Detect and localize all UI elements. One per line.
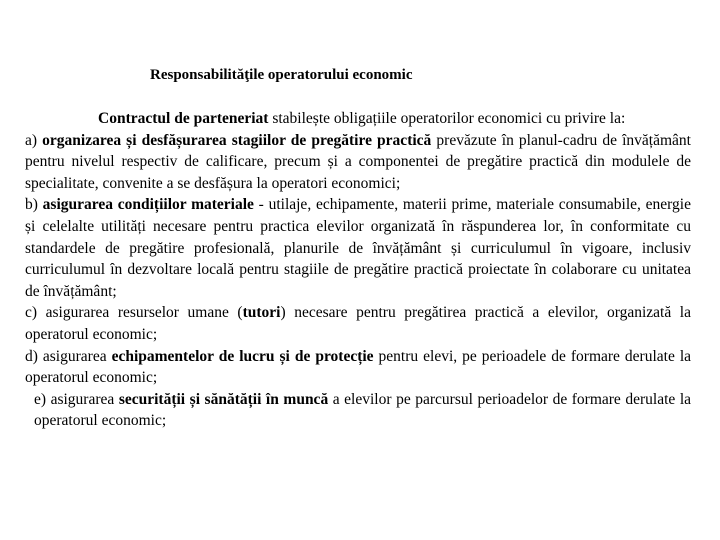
intro-subject: Contractul de parteneriat bbox=[98, 110, 269, 127]
list-item-a bbox=[25, 130, 691, 195]
item-a-text: prevăzute în planul-cadru de învățământ pentru nivelul respectiv de calificare, precum și a componentei de pregătire practică din modulele de specialitate, convenite a se desfășura la operatori economici; bbox=[25, 131, 691, 192]
item-b-emphasis: asigurarea condițiilor materiale bbox=[42, 196, 254, 214]
list-item-e bbox=[25, 389, 691, 432]
item-e-prefix: e) asigurarea bbox=[34, 390, 119, 408]
item-a-emphasis: organizarea și desfășurarea stagiilor de pregătire practică bbox=[42, 131, 432, 149]
item-b-prefix: b) bbox=[25, 196, 43, 214]
item-a-prefix: a) bbox=[25, 131, 43, 149]
item-c-prefix: c) asigurarea resurselor umane ( bbox=[25, 304, 243, 322]
item-d-prefix: d) asigurarea bbox=[25, 347, 112, 365]
item-c-emphasis: tutori bbox=[242, 304, 281, 322]
item-d-emphasis: echipamentelor de lucru și de protecție bbox=[111, 347, 374, 365]
item-e-emphasis: securității și sănătății în muncă bbox=[118, 390, 329, 408]
item-b-text: - utilaje, echipamente, materii prime, materiale consumabile, energie și celelalte utilități necesare pentru practica elevilor organizată în răspunderea lor, în conformitate cu standardele de pregătire profesională, planurile de învățământ și curriculumul în vigoare, inclusiv curriculumul în dezvoltare locală pentru stagiile de pregătire practică proiectate în colaborare cu unitatea de învățământ; bbox=[25, 196, 691, 300]
item-d-text: pentru elevi, pe perioadele de formare derulate la operatorul economic; bbox=[25, 347, 692, 387]
list-item-d bbox=[25, 346, 691, 389]
item-e-text: a elevilor pe parcursul perioadelor de formare derulate la operatorul economic; bbox=[34, 390, 692, 430]
item-c-text: ) necesare pentru pregătirea practică a elevilor, organizată la operatorul economic; bbox=[25, 304, 691, 343]
list-item-c bbox=[25, 302, 691, 345]
intro-paragraph bbox=[25, 108, 691, 130]
document-body bbox=[25, 108, 691, 432]
page-title: Responsabilităţile operatorului economic bbox=[150, 67, 413, 83]
intro-text: stabilește obligațiile operatorilor economici cu privire la: bbox=[268, 110, 626, 127]
list-item-b bbox=[25, 194, 691, 302]
